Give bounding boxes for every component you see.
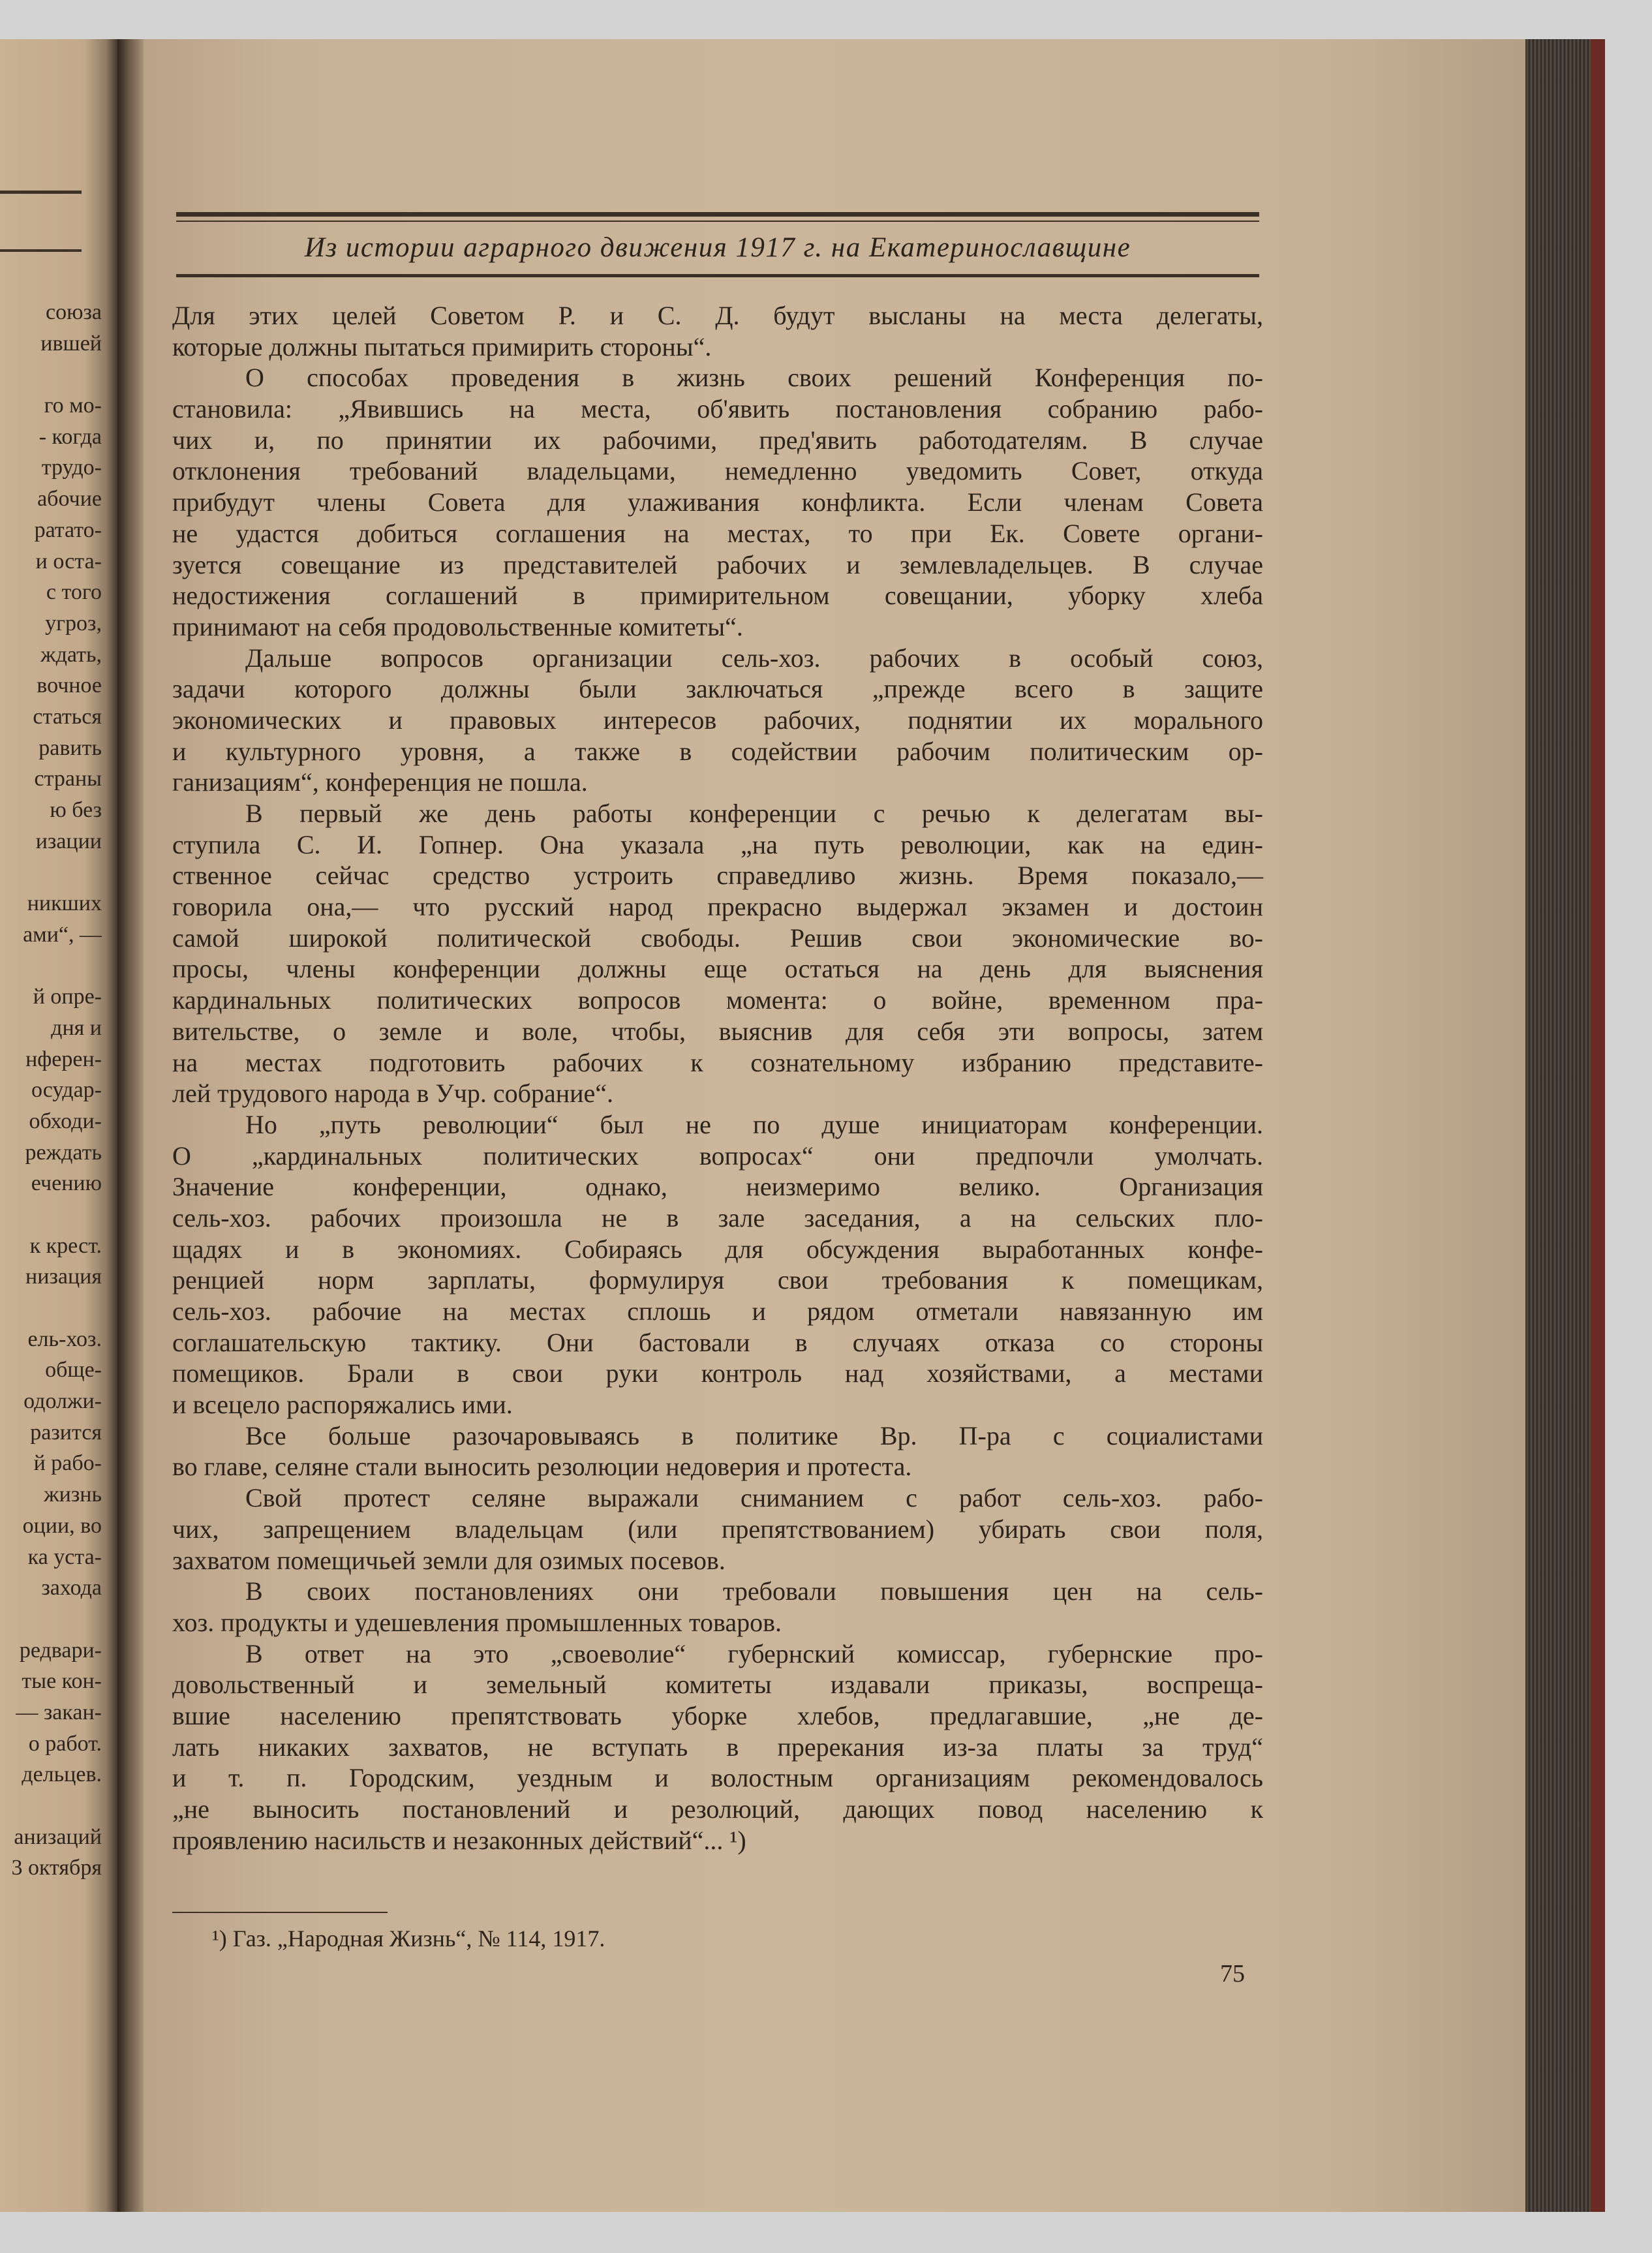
text-line: говорила она,— что русский народ прекрасно выдержал экзамен и достоин	[172, 892, 1263, 922]
left-page-fragment: ившей	[40, 331, 102, 356]
left-page-fragment	[4, 857, 102, 888]
text-line: проявлению насильств и незаконных действий“... ¹)	[172, 1825, 746, 1855]
left-page-fragment: страны	[34, 767, 102, 791]
text-line: ренцией норм зарплаты, формулируя свои требования к помещикам,	[172, 1265, 1263, 1295]
text-line: ганизациям“, конференция не пошла.	[172, 767, 588, 797]
left-page-fragment: ель-хоз.	[27, 1326, 102, 1351]
left-page-fragment: вочное	[37, 673, 102, 698]
left-page-fragment: никших	[27, 891, 102, 916]
text-line: ступила С. И. Гопнер. Она указала „на путь революции, как на един-	[172, 829, 1263, 859]
left-page-fragment: — закан-	[16, 1700, 102, 1724]
text-line: соглашательскую тактику. Они бастовали в случаях отказа со стороны	[172, 1327, 1263, 1357]
left-page-fragment: обще-	[45, 1358, 102, 1383]
text-line: хоз. продукты и удешевления промышленных товаров.	[172, 1607, 782, 1637]
left-page-fragment: - когда	[38, 424, 102, 449]
text-line: сель-хоз. рабочих произошла не в зале заседания, а на сельских пло-	[172, 1203, 1263, 1233]
left-page-edge	[0, 39, 121, 2212]
left-page-fragment	[4, 1604, 102, 1635]
left-page-text-fragments	[4, 297, 102, 1884]
left-page-rule	[0, 191, 82, 194]
left-page-fragment: низация	[25, 1264, 102, 1289]
text-line: становила: „Явившись на места, об'явить постановления собранию рабо-	[172, 394, 1263, 424]
left-page-fragment: тые кон-	[22, 1669, 102, 1694]
text-line: вшие населению препятствовать уборке хлебов, предлагавшие, „не де-	[172, 1700, 1263, 1730]
left-page-fragment: редвари-	[19, 1638, 102, 1663]
text-line: и культурного уровня, а также в содействии рабочим политическим ор-	[172, 736, 1263, 766]
left-page-fragment: го мо-	[44, 393, 102, 418]
text-line: просы, члены конференции должны еще остаться на день для выяснения	[172, 954, 1263, 984]
header-rule	[176, 274, 1259, 277]
left-page-fragment: обходи-	[29, 1109, 102, 1133]
left-page-fragment: й опре-	[33, 985, 102, 1009]
text-line: зуется совещание из представителей рабочих и землевладельцев. В случае	[172, 549, 1263, 579]
text-line: отклонения требований владельцами, немедленно уведомить Совет, откуда	[172, 456, 1263, 486]
text-line: Но „путь революции“ был не по душе инициаторам конференции.	[245, 1109, 1263, 1139]
text-line: захватом помещичьей земли для озимых посевов.	[172, 1545, 726, 1575]
left-page-fragment: ечению	[31, 1171, 102, 1196]
left-page-fragment: трудо-	[41, 455, 102, 480]
text-line: Значение конференции, однако, неизмеримо велико. Организация	[172, 1172, 1263, 1202]
running-head: Из истории аграрного движения 1917 г. на Екатеринославщине	[304, 232, 1131, 263]
left-page-fragment	[4, 1790, 102, 1822]
text-line: Для этих целей Советом Р. и С. Д. будут высланы на места делегаты,	[172, 301, 1263, 330]
footnote: ¹) Газ. „Народная Жизнь“, № 114, 1917.	[212, 1925, 605, 1952]
text-line: Все больше разочаровываясь в политике Вр. П-ра с социалистами	[245, 1420, 1263, 1450]
left-page-fragment: о работ.	[28, 1731, 102, 1756]
text-line: и всецело распоряжались ими.	[172, 1390, 513, 1420]
left-page-fragment: разится	[30, 1420, 102, 1445]
left-page-fragment	[4, 1199, 102, 1231]
text-line: В ответ на это „своеволие“ губернский комиссар, губернские про-	[245, 1638, 1263, 1668]
left-page-fragment: статься	[33, 704, 102, 729]
text-line: недостижения соглашений в примирительном совещании, уборку хлеба	[172, 581, 1263, 611]
left-page-fragment	[4, 1293, 102, 1324]
left-page-rule	[0, 249, 82, 252]
text-line: довольственный и земельный комитеты издавали приказы, воспреща-	[172, 1670, 1263, 1700]
text-line: лей трудового народа в Учр. собрание“.	[172, 1079, 614, 1109]
left-page-fragment: ждать,	[40, 642, 102, 667]
left-page-fragment: дня и	[51, 1015, 102, 1040]
left-page-fragment: ратато-	[34, 517, 102, 542]
body-text	[172, 300, 1263, 1856]
header-rule	[176, 221, 1259, 222]
page-block-edges	[1525, 39, 1605, 2212]
left-page-fragment: й рабо-	[33, 1451, 102, 1476]
text-line: В первый же день работы конференции с речью к делегатам вы-	[245, 799, 1263, 828]
left-page-fragment: реждать	[25, 1140, 102, 1165]
text-line: Свой протест селяне выражали сниманием с работ сель-хоз. рабо-	[245, 1483, 1263, 1513]
text-line: вительстве, о земле и воле, чтобы, выяснив для себя эти вопросы, затем	[172, 1016, 1263, 1046]
text-line: чих и, по принятии их рабочими, пред'явить работодателям. В случае	[172, 425, 1263, 455]
text-line: которые должны пытаться примирить стороны“.	[172, 331, 712, 361]
left-page-fragment: ка уста-	[27, 1544, 102, 1569]
left-page-fragment: жизнь	[44, 1482, 102, 1507]
left-page-fragment	[4, 359, 102, 390]
text-line: ственное сейчас средство устроить справедливо жизнь. Время показало,—	[172, 861, 1263, 891]
left-page-fragment: ами“, —	[23, 922, 102, 947]
left-page-fragment: 3 октября	[11, 1856, 102, 1880]
left-page-fragment: ю без	[50, 798, 102, 822]
text-line: и т. п. Городским, уездным и волостным организациям рекомендовалось	[172, 1763, 1263, 1793]
text-line: „не выносить постановлений и резолюций, дающих повод населению к	[172, 1794, 1263, 1824]
left-page-fragment: захода	[41, 1576, 102, 1601]
book-scan	[0, 39, 1605, 2212]
left-page-fragment: одолжи-	[23, 1389, 102, 1414]
footnote-rule	[172, 1912, 388, 1913]
left-page-fragment: абочие	[37, 487, 102, 512]
text-line: лать никаких захватов, не вступать в пререкания из-за платы за труд“	[172, 1732, 1263, 1762]
text-line: прибудут члены Совета для улаживания конфликта. Если членам Совета	[172, 487, 1263, 517]
text-line: О „кардинальных политических вопросах“ они предпочли умолчать.	[172, 1141, 1263, 1171]
left-page-fragment	[4, 950, 102, 981]
text-line: кардинальных политических вопросов момента: о войне, временном пра-	[172, 985, 1263, 1015]
left-page-fragment: нферен-	[25, 1047, 102, 1071]
left-page-fragment: равить	[38, 735, 102, 760]
left-page-fragment: изации	[35, 829, 102, 853]
text-line: самой широкой политической свободы. Решив свои экономические во-	[172, 923, 1263, 953]
text-line: О способах проведения в жизнь своих решений Конференция по-	[245, 363, 1263, 393]
text-line: экономических и правовых интересов рабочих, поднятии их морального	[172, 705, 1263, 735]
book-gutter	[117, 39, 144, 2212]
left-page-fragment: дельцев.	[22, 1762, 102, 1787]
left-page-fragment: осудар-	[31, 1078, 102, 1103]
text-line: не удастся добиться соглашения на местах, то при Ек. Совете органи-	[172, 518, 1263, 548]
left-page-fragment: союза	[45, 300, 102, 324]
left-page-fragment: к крест.	[29, 1233, 102, 1258]
text-line: принимают на себя продовольственные комитеты“.	[172, 611, 743, 641]
text-line: помещиков. Брали в свои руки контроль над хозяйствами, а местами	[172, 1358, 1263, 1388]
text-line: задачи которого должны были заключаться „прежде всего в защите	[172, 674, 1263, 704]
header-rule	[176, 212, 1259, 217]
left-page-fragment: угроз,	[45, 611, 102, 636]
text-line: В своих постановлениях они требовали повышения цен на сель-	[245, 1576, 1263, 1606]
left-page-fragment: анизаций	[14, 1824, 102, 1849]
left-page-fragment: оции, во	[22, 1513, 102, 1538]
text-line: Дальше вопросов организации сель-хоз. рабочих в особый союз,	[245, 643, 1263, 673]
text-line: на местах подготовить рабочих к сознательному избранию представите-	[172, 1047, 1263, 1077]
text-line: чих, запрещением владельцам (или препятствованием) убирать свои поля,	[172, 1514, 1263, 1544]
text-line: щадях и в экономиях. Собираясь для обсуждения выработанных конфе-	[172, 1234, 1263, 1264]
text-line: сель-хоз. рабочие на местах сплошь и рядом отметали навязанную им	[172, 1296, 1263, 1326]
page-number: 75	[1220, 1960, 1245, 1987]
left-page-fragment: и оста-	[35, 549, 102, 574]
text-line: во главе, селяне стали выносить резолюции недоверия и протеста.	[172, 1452, 912, 1482]
left-page-fragment: с того	[46, 580, 102, 605]
